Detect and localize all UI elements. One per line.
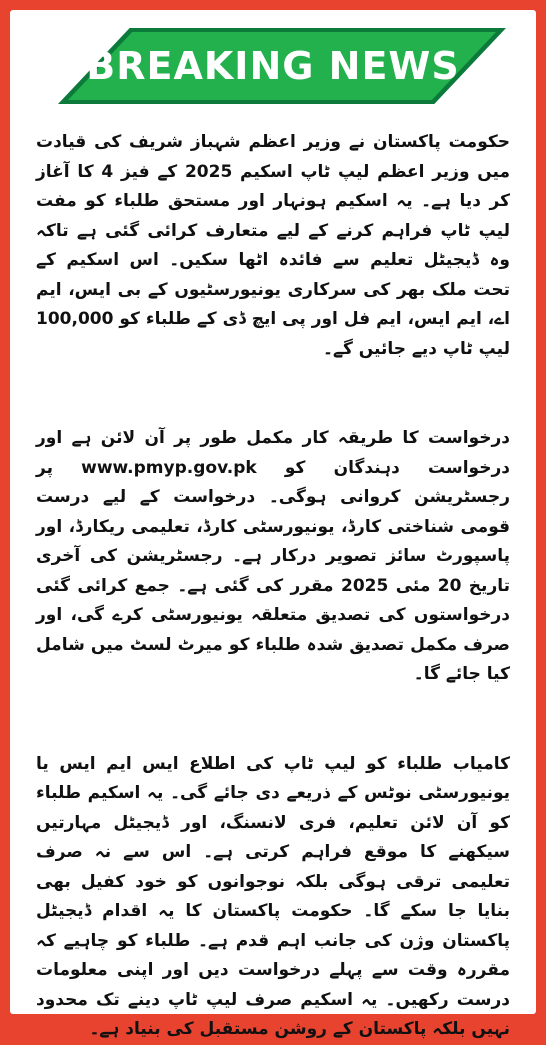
breaking-news-banner [10,10,536,120]
banner-title: BREAKING NEWS [86,44,460,88]
article-paragraph-2: درخواست کا طریقہ کار مکمل طور پر آن لائن ہے اور درخواست دہندگان کو www.pmyp.gov.pk پر رجسٹریشن کروانی ہوگی۔ درخواست کے لیے درست قومی شناختی کارڈ، یونیورسٹی کارڈ، تعلیمی ریکارڈ، اور پاسپورٹ سائز تصویر درکار ہے۔ رجسٹریشن کی آخری تاریخ 20 مئی 2025 مقرر کی گئی ہے۔ جمع کرائی گئی درخواستوں کی تصدیق متعلقہ یونیورسٹی کرے گی، اور صرف مکمل تصدیق شدہ طلباء کو میرٹ لسٹ میں شامل کیا جائے گا۔ [36,428,510,684]
article-body [36,128,510,1045]
article-paragraph-3: کامیاب طلباء کو لیپ ٹاپ کی اطلاع ایس ایم ایس یا یونیورسٹی نوٹس کے ذریعے دی جائے گی۔ یہ اسکیم طلباء کو آن لائن تعلیم، فری لانسنگ، اور ڈیجیٹل مہارتیں سیکھنے کا موقع فراہم کرتی ہے۔ اس سے نہ صرف تعلیمی ترقی ہوگی بلکہ نوجوانوں کو خود کفیل بھی بنایا جا سکے گا۔ حکومت پاکستان کا یہ اقدام ڈیجیٹل پاکستان وژن کی جانب اہم قدم ہے۔ طلباء کو چاہیے کہ مقررہ وقت سے پہلے درخواست دیں اور اپنی معلومات درست رکھیں۔ یہ اسکیم صرف لیپ ٹاپ دینے تک محدود نہیں بلکہ پاکستان کے روشن مستقبل کی بنیاد ہے۔ [36,753,510,1039]
news-card [10,10,536,1039]
article-paragraph-1: حکومت پاکستان نے وزیر اعظم شہباز شریف کی قیادت میں وزیر اعظم لیپ ٹاپ اسکیم 2025 کے فیز 4 کا آغاز کر دیا ہے۔ یہ اسکیم ہونہار اور مستحق طلباء کو مفت لیپ ٹاپ فراہم کرنے کے لیے متعارف کرائی گئی ہے تاکہ وہ ڈیجیٹل تعلیم سے فائدہ اٹھا سکیں۔ اس اسکیم کے تحت ملک بھر کی سرکاری یونیورسٹیوں کے بی ایس، ایم اے، ایم ایس، ایم فل اور پی ایچ ڈی کے طلباء کو 100,000 لیپ ٹاپ دیے جائیں گے۔ [36,132,511,359]
